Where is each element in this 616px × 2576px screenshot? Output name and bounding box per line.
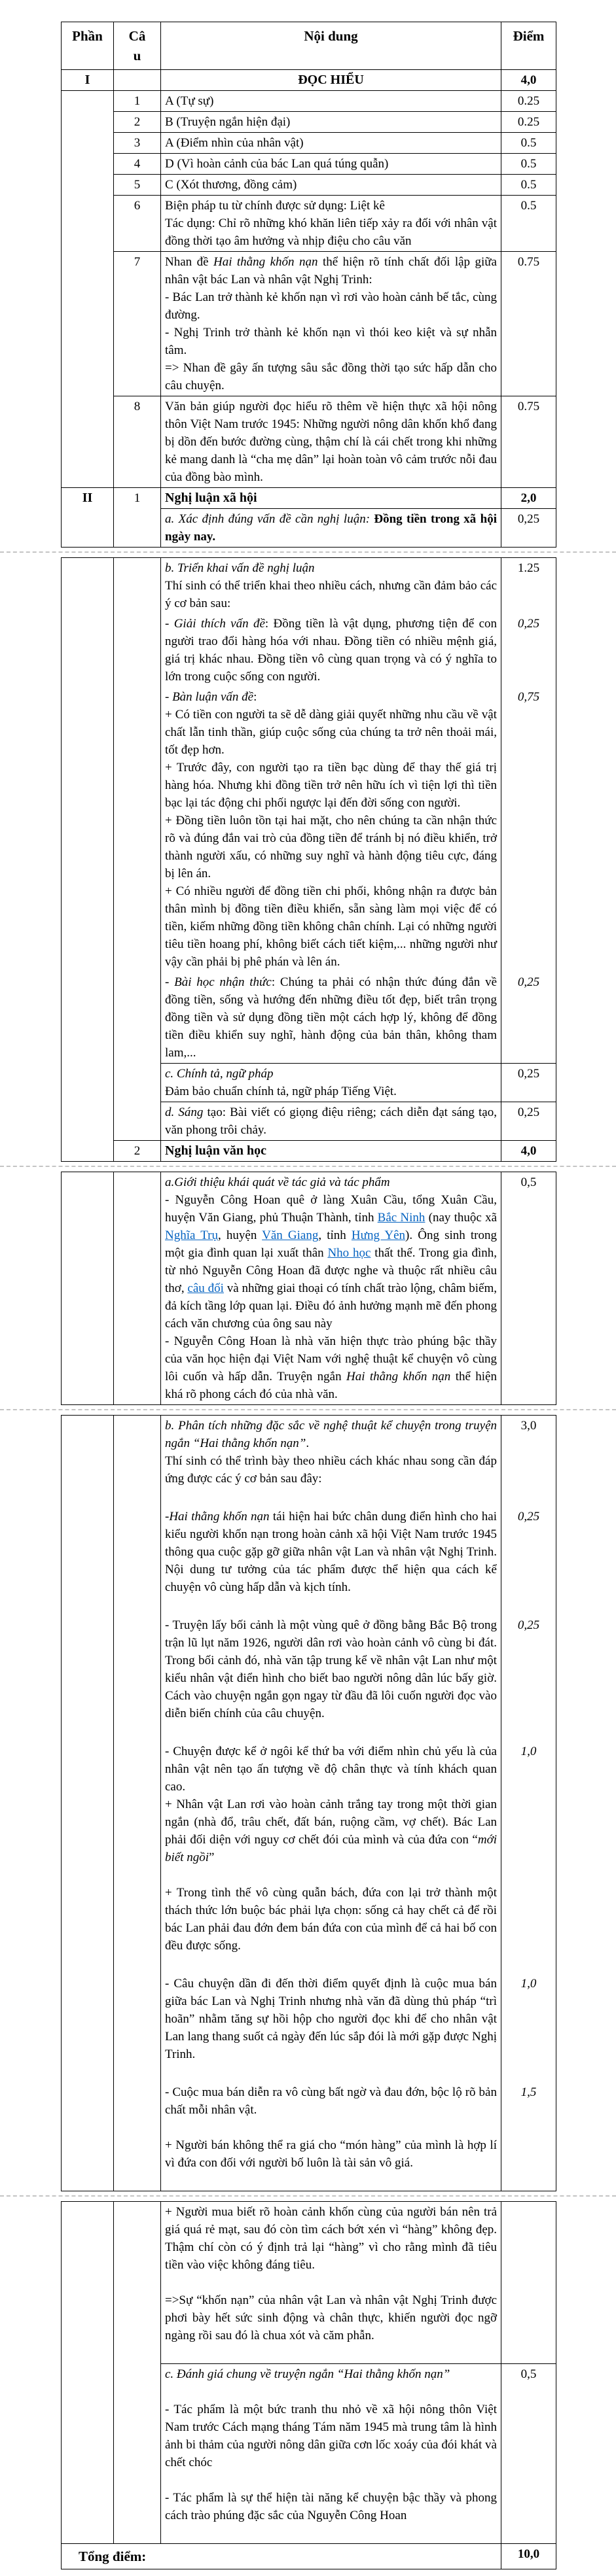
text: Thí sinh có thể triển khai theo nhiều cách, nhưng cần đảm bảo các ý cơ bản sau:: [165, 579, 498, 610]
score-cell: 0.25: [501, 112, 556, 133]
paragraph: [165, 253, 497, 288]
cau-cell: 1: [114, 91, 161, 112]
blank-line: [165, 1488, 497, 1505]
content-cell: A (Điểm nhìn của nhân vật): [161, 133, 501, 154]
text: - Tác phẩm là sự thể hiện tài năng kể chuyện bậc thầy và phong cách trào phúng đặc sắc của Nguyễn Công Hoan: [165, 2491, 497, 2522]
text: - Nghị Trinh trở thành kẻ khốn nạn vì thói keo kiệt và sự nhẫn tâm.: [165, 326, 497, 357]
text: Đảm bảo chuẩn chính tả, ngữ pháp Tiếng Việt.: [165, 1085, 397, 1098]
italic-text: b. Phân tích những đặc sắc về nghệ thuật kể chuyện trong truyện ngắn “Hai thằng khốn nạn”: [165, 1419, 497, 1450]
content-cell: [161, 1102, 501, 1141]
score-block: 0,25: [501, 614, 556, 687]
score-cell: Điểm: [501, 22, 556, 70]
table-row: [62, 1172, 556, 1405]
cau-cell: [114, 70, 161, 91]
score-cell: 0.5: [501, 175, 556, 196]
content-block: [161, 614, 501, 687]
hyperlink[interactable]: Nho học: [327, 1246, 371, 1260]
content-block: [161, 1506, 501, 1615]
cau-cell: [114, 558, 161, 1141]
paragraph: [165, 2401, 497, 2471]
text: : Đồng tiền là vật dụng, phương tiện để con người trao đổi hàng hóa với nhau. Đồng tiền có nhiều mệnh giá, giá trị khác nhau. Đồng tiền vô cùng quan trọng và có ý nghĩa to lớn trong cuộc sống con người.: [165, 617, 498, 684]
phan-cell: II: [62, 488, 114, 548]
score-cell: 4,0: [501, 70, 556, 91]
paragraph: [165, 2365, 497, 2383]
blank-line: [165, 2172, 497, 2189]
text: Thí sinh có thể trình bày theo nhiều cách khác nhau song cần đáp ứng được các ý cơ bản sau đây:: [165, 1454, 497, 1486]
text: - Cuộc mua bán diễn ra vô cùng bất ngờ và đau đớn, bộc lộ rõ bản chất mỗi nhân vật.: [165, 2085, 497, 2117]
answer-key-table: [61, 1172, 556, 1405]
paragraph: [165, 973, 497, 1062]
score-block: 0,75: [501, 687, 556, 972]
score-block: 1,5: [501, 2082, 556, 2191]
table-row: [62, 2202, 556, 2364]
italic-text: b. Triển khai vấn đề nghị luận: [165, 561, 315, 575]
blank-line: [165, 2119, 497, 2136]
cau-cell: 8: [114, 396, 161, 488]
score-cell: 2,0: [501, 488, 556, 509]
text: .: [306, 1436, 310, 1450]
score-cell: 0.25: [501, 91, 556, 112]
paragraph: [165, 2489, 497, 2524]
paragraph: [165, 559, 497, 577]
cau-cell: 3: [114, 133, 161, 154]
paragraph: [165, 615, 497, 686]
content-cell: C (Xót thương, đồng cảm): [161, 175, 501, 196]
text: - Truyện lấy bối cảnh là một vùng quê ở đồng bằng Bắc Bộ trong trận lũ lụt năm 1926, người dân rơi vào hoàn cảnh vô cùng bi đát. Trong bối cảnh đó, nhà văn tập trung kể về nhân vật Lan như một kiểu nhân vật điển hình cho biết bao người nông dân lúc bấy giờ. Cách vào chuyện ngắn gọn ngay từ đầu đã lôi cuốn người đọc vào diễn biến chính của câu chuyện.: [165, 1618, 497, 1720]
content-block: [161, 687, 501, 972]
content-cell: [161, 509, 501, 548]
cau-cell: 6: [114, 196, 161, 252]
page-2: [0, 557, 616, 1162]
text: thể hiện rõ tính chất đối lập giữa nhân vật bác Lan và nhân vật Nghị Trinh:: [165, 255, 497, 287]
content-block: [161, 558, 501, 614]
table-row: [62, 112, 556, 133]
italic-text: d. Sáng: [165, 1105, 204, 1119]
content-cell: Nội dung: [161, 22, 501, 70]
italic-text: c. Đánh giá chung về truyện ngắn “Hai thằng khốn nạn”: [165, 2367, 450, 2381]
paragraph: [165, 510, 497, 546]
text: , huyện: [218, 1228, 263, 1242]
paragraph: [165, 577, 497, 612]
paragraph: [165, 1796, 497, 1866]
score-cell: 0,5: [501, 2364, 556, 2544]
paragraph: [165, 2136, 497, 2172]
page-break-line: [0, 2195, 616, 2197]
blank-line: [165, 1596, 497, 1614]
table-row: [62, 252, 556, 396]
paragraph: [165, 1884, 497, 1955]
table-row: [62, 133, 556, 154]
score-cell: 0,25: [501, 509, 556, 548]
italic-text: a.Giới thiệu khái quát về tác giả và tác phẩm: [165, 1175, 390, 1189]
content-cell: [161, 396, 501, 488]
hyperlink[interactable]: Bắc Ninh: [377, 1211, 426, 1225]
score-cell: [501, 2202, 556, 2364]
answer-key-table: [61, 22, 556, 548]
text: - Nguyễn Công Hoan là nhà văn hiện thực trào phúng bậc thầy của văn học hiện đại Việt Nam với nghệ thuật kể chuyện vô cùng lôi cuốn và hấp dẫn. Truyện ngắn: [165, 1334, 497, 1384]
score-cell: 0,25: [501, 1102, 556, 1141]
content-and-score-cell: [161, 558, 556, 1064]
text: + Người bán không thể ra giá cho “món hàng” của mình là hợp lí vì đứa con đối với người bố luôn là tài sản vô giá.: [165, 2138, 497, 2170]
phan-cell: [62, 558, 114, 1162]
cau-cell: 2: [114, 112, 161, 133]
hyperlink[interactable]: Văn Giang: [262, 1228, 319, 1242]
italic-text: c. Chính tả, ngữ pháp: [165, 1067, 274, 1081]
text: - Câu chuyện dần đi đến thời điểm quyết định là cuộc mua bán giữa bác Lan và Nghị Trinh nhưng nhà văn đã dùng thủ pháp “trì hoãn” nhằm tăng sự hồi hộp cho người đọc khi để cho nhân vật Lan lang thang suốt cả ngày đến lúc sắp đói là mới gặp được Nghị Trinh.: [165, 1977, 497, 2061]
paragraph: [165, 1743, 497, 1796]
italic-text: mới biết ngồi: [165, 1833, 497, 1864]
content-block: [161, 1974, 501, 2082]
content-cell: B (Truyện ngắn hiện đại): [161, 112, 501, 133]
content-block: [161, 1416, 501, 1506]
italic-text: Hai thằng khốn nạn: [346, 1370, 451, 1384]
phan-cell: [62, 91, 114, 488]
content-block: [161, 972, 501, 1063]
text: Văn bản giúp người đọc hiểu rõ thêm về hiện thực xã hội nông thôn Việt Nam trước 1945: Những người nông dân khốn khổ đang bị dồn đến bước đường cùng, thậm chí là cái chết trong khi những kẻ mang danh là “cha mẹ dân” lại hoàn toàn vô cảm trước nỗi đau của đồng bào mình.: [165, 400, 497, 484]
content-cell: [161, 1172, 501, 1405]
text: + Trong tình thế vô cùng quẫn bách, đứa con lại trở thành một thách thức lớn buộc bác phải lựa chọn: sống cả hay chết cả để rồi bác Lan phải đau đớn đem bán đứa con của mình để cả hai bố con đều được sống.: [165, 1886, 497, 1953]
table-row: [62, 488, 556, 509]
phan-cell: I: [62, 70, 114, 91]
score-cell: 0,5: [501, 1172, 556, 1405]
paragraph: [165, 1065, 497, 1083]
score-cell: 0,25: [501, 1064, 556, 1102]
cau-cell: Câu: [114, 22, 161, 70]
text: + Người mua biết rõ hoàn cảnh khốn cùng của người bán nên trả giá quá rẻ mạt, sau đó còn tìm cách bớt xén vì “hàng” không đẹp. Thậm chí còn có ý định trả lại “hàng” vì cho rằng mình đã tiêu tiền vào việc không đáng tiêu.: [165, 2205, 497, 2272]
page-break-line: [0, 551, 616, 553]
score-cell: 0.75: [501, 252, 556, 396]
score-cell: 0.5: [501, 133, 556, 154]
text: ). Ông sinh trong một gia đình quan lại xuất thân: [165, 1228, 498, 1260]
table-row: [62, 196, 556, 252]
paragraph: [165, 1332, 497, 1403]
text: : Chúng ta phải có nhận thức đúng đắn về đồng tiền, sống và hướng đến những điều tốt đẹp, biết trân trọng đồng tiền và sử dụng đồng tiền một cách hợp lý, không để đồng tiền điều khiển suy nghĩ, hành động của bản thân, không tham lam,...: [165, 975, 498, 1060]
italic-text: Bài học nhận thức: [174, 975, 272, 989]
paragraph: [165, 1452, 497, 1488]
paragraph: [165, 1616, 497, 1722]
aligned-groups: [161, 1416, 556, 2191]
table-row: [62, 91, 556, 112]
cau-cell: 7: [114, 252, 161, 396]
cau-cell: 5: [114, 175, 161, 196]
text: =>Sự “khốn nạn” của nhân vật Lan và nhân vật Nghị Trinh được phơi bày hết sức sinh động và chân thực, khiến người đọc ngỡ ngàng rồi sau đó là chua xót và căm phẫn.: [165, 2293, 497, 2342]
paragraph: [165, 812, 497, 882]
cau-cell: [114, 2202, 161, 2544]
paragraph: [165, 1975, 497, 2063]
text: - Chuyện được kể ở ngôi kể thứ ba với điểm nhìn chủ yếu là của nhân vật nên tạo ấn tượng về độ chân thực và tính khách quan cao.: [165, 1745, 497, 1794]
paragraph: [165, 1191, 497, 1332]
score-cell: 10,0: [501, 2544, 556, 2569]
text: - Tác phẩm là một bức tranh thu nhỏ về xã hội nông thôn Việt Nam trước Cách mạng tháng Tám năm 1945 mà trung tâm là hình ảnh bi thảm của người nông dân giữa cơn lốc xoáy của đói khát và chết chóc: [165, 2403, 497, 2469]
content-cell: [161, 2364, 501, 2544]
table-row: [62, 70, 556, 91]
score-block: 1.25: [501, 558, 556, 614]
text: :: [253, 690, 257, 704]
italic-text: Giải thích vấn đề: [173, 617, 265, 631]
total-label-cell: Tổng điểm:: [62, 2544, 501, 2569]
cau-cell: [114, 1172, 161, 1405]
text: -: [165, 617, 174, 631]
answer-key-table: [61, 557, 556, 1162]
paragraph: [165, 688, 497, 706]
text: tạo: Bài viết có giọng điệu riêng; cách diễn đạt sáng tạo, văn phong trôi chảy.: [165, 1105, 497, 1137]
text: Nhan đề: [165, 255, 213, 269]
text: + Nhân vật Lan rơi vào hoàn cảnh trắng tay trong một thời gian ngắn (nhà đổ, trâu chết, đất bán, ruộng cầm, vợ chết). Bác Lan phải đối diện với nguy cơ chết đói của mình và của đứa con “: [165, 1798, 497, 1847]
cau-cell: 4: [114, 154, 161, 175]
text: + Đồng tiền luôn tồn tại hai mặt, cho nên chúng ta cần nhận thức rõ và đúng đắn vai trò của đồng tiền để tránh bị nó điều khiển, trở thành người xấu, có những suy nghĩ và hành động tiêu cực, đáng bị lên án.: [165, 814, 498, 880]
score-cell: 0.5: [501, 154, 556, 175]
paragraph: [165, 759, 497, 812]
paragraph: [165, 359, 497, 394]
text: (nay thuộc xã: [425, 1211, 497, 1225]
score-cell: 0.75: [501, 396, 556, 488]
blank-line: [165, 2063, 497, 2081]
content-block: [161, 1741, 501, 1974]
blank-line: [165, 2344, 497, 2362]
paragraph: [165, 1104, 497, 1139]
paragraph: [165, 2203, 497, 2274]
score-block: 0,25: [501, 1506, 556, 1615]
paragraph: [165, 2083, 497, 2119]
text: - Bác Lan trở thành kẻ khốn nạn vì rơi vào hoàn cảnh bế tắc, cùng đường.: [165, 290, 497, 322]
phan-cell: [62, 1172, 114, 1405]
phan-cell: [62, 2202, 114, 2544]
table-row: [62, 396, 556, 488]
content-cell: Nghị luận xã hội: [161, 488, 501, 509]
paragraph: [165, 1083, 497, 1100]
table-row: [62, 1416, 556, 2191]
phan-cell: [62, 1416, 114, 2191]
text: -: [165, 1510, 170, 1523]
text: thất thế. Trong gia đình, từ nhỏ Nguyễn Công Hoan đã được nghe và thuộc rất nhiều câu thơ,: [165, 1246, 497, 1295]
content-block: [161, 1615, 501, 1741]
blank-line: [165, 2471, 497, 2489]
cau-cell: [114, 1416, 161, 2191]
content-cell: Nghị luận văn học: [161, 1141, 501, 1162]
text: Tác dụng: Chỉ rõ những khó khăn liên tiếp xảy ra đối với nhân vật đồng thời tạo âm hưởng và nhịp điệu cho câu văn: [165, 217, 497, 248]
page-4: [0, 1415, 616, 2191]
content-cell: [161, 252, 501, 396]
paragraph: [165, 882, 497, 971]
table-row: [62, 22, 556, 70]
bold-text: Đồng tiền trong xã hội ngày nay.: [165, 512, 497, 544]
score-block: 1,0: [501, 1741, 556, 1974]
content-cell: ĐỌC HIỂU: [161, 70, 501, 91]
paragraph: [165, 1174, 497, 1191]
text: -: [165, 690, 173, 704]
hyperlink[interactable]: Hưng Yên: [351, 1228, 406, 1242]
aligned-groups: [161, 558, 556, 1063]
blank-line: [165, 2383, 497, 2401]
text: tái hiện hai bức chân dung điển hình cho hai kiểu người khốn nạn trong hoàn cảnh xã hội Việt Nam trước 1945 thông qua cuộc gặp gỡ giữa nhân vật Lan và nhân vật Nghị Trinh. Nội dung tư tưởng của tác phẩm được thể hiện qua cách kể chuyện vô cùng hấp dẫn và kịch tính.: [165, 1510, 497, 1594]
score-cell: 4,0: [501, 1141, 556, 1162]
italic-text: Hai thằng khốn nạn: [213, 255, 318, 269]
cau-cell: 2: [114, 1141, 161, 1162]
score-block: 1,0: [501, 1974, 556, 2082]
content-cell: [161, 1064, 501, 1102]
text: Biện pháp tu từ chính được sử dụng: Liệt kê: [165, 199, 385, 213]
blank-line: [165, 2524, 497, 2542]
answer-key-table: [61, 2201, 556, 2569]
content-cell: [161, 2202, 501, 2364]
text: + Có nhiều người để đồng tiền chi phối, không nhận ra được bản thân mình bị đồng tiền điều khiển, sẵn sàng làm mọi việc để có tiền, kiếm những đồng tiền không chân chính. Lại có những người tiêu tiền hoang phí, không biết cách tiết kiệm,... những người như vậy cần phải bị phê phán và lên án.: [165, 884, 498, 969]
paragraph: [165, 2291, 497, 2344]
content-cell: [161, 196, 501, 252]
text: thể hiện khá rõ phong cách đó của nhà văn.: [165, 1370, 497, 1401]
table-row: [62, 558, 556, 1064]
score-block: 0,25: [501, 1615, 556, 1741]
score-block: 3,0: [501, 1416, 556, 1506]
table-row: [62, 154, 556, 175]
text: => Nhan đề gây ấn tượng sâu sắc đồng thời tạo sức hấp dẫn cho câu chuyện.: [165, 361, 497, 392]
paragraph: [165, 288, 497, 324]
phan-cell: Phần: [62, 22, 114, 70]
paragraph: [165, 215, 497, 250]
table-row: [62, 175, 556, 196]
text: + Có tiền con người ta sẽ dễ dàng giải quyết những nhu cầu về vật chất lẫn tinh thần, giúp cuộc sống của chúng ta trở nên thoải mái, tốt đẹp hơn.: [165, 708, 498, 757]
paragraph: [165, 324, 497, 359]
table-row: [62, 1141, 556, 1162]
italic-text: Bàn luận vấn đề: [172, 690, 254, 704]
content-block: [161, 2082, 501, 2191]
paragraph: [165, 197, 497, 215]
text: - Nguyễn Công Hoan quê ở làng Xuân Cầu, tổng Xuân Cầu, huyện Văn Giang, phủ Thuận Thành, tỉnh: [165, 1193, 497, 1225]
italic-text: a. Xác định đúng vấn đề cần nghị luận:: [165, 512, 374, 526]
hyperlink[interactable]: câu đối: [187, 1281, 224, 1295]
text: và những giai thoại có tính chất trào lộng, châm biếm, đả kích tầng lớp quan lại. Điều đó ảnh hưởng mạnh mẽ đến phong cách văn chương của ông sau này: [165, 1281, 497, 1331]
text: + Trước đây, con người tạo ra tiền bạc dùng để thay thế giá trị hàng hóa. Nhưng khi đồng tiền trở nên hữu ích vì tiện lợi thì tiền bạc lại tác động chi phối ngược lại đến đời sống con người.: [165, 761, 498, 810]
score-cell: 0.5: [501, 196, 556, 252]
paragraph: [165, 706, 497, 759]
score-block: 0,25: [501, 972, 556, 1063]
blank-line: [165, 1866, 497, 1884]
content-cell: D (Vì hoàn cảnh của bác Lan quá túng quẫn): [161, 154, 501, 175]
table-row: [62, 2544, 556, 2569]
text: -: [165, 975, 175, 989]
page-1: [0, 22, 616, 548]
page-5: [0, 2201, 616, 2569]
blank-line: [165, 1722, 497, 1740]
content-cell: A (Tự sự): [161, 91, 501, 112]
paragraph: [165, 398, 497, 486]
hyperlink[interactable]: Nghĩa Trụ: [165, 1228, 218, 1242]
paragraph: [165, 1508, 497, 1596]
blank-line: [165, 2274, 497, 2291]
content-and-score-cell: [161, 1416, 556, 2191]
page-break-line: [0, 1409, 616, 1410]
text: ”: [209, 1851, 215, 1864]
cau-cell: 1: [114, 488, 161, 548]
italic-text: Hai thằng khốn nạn: [169, 1510, 270, 1523]
page-break-line: [0, 1166, 616, 1167]
answer-key-table: [61, 1415, 556, 2191]
text: , tỉnh: [318, 1228, 352, 1242]
page-3: [0, 1172, 616, 1405]
paragraph: [165, 1417, 497, 1452]
blank-line: [165, 1955, 497, 1972]
